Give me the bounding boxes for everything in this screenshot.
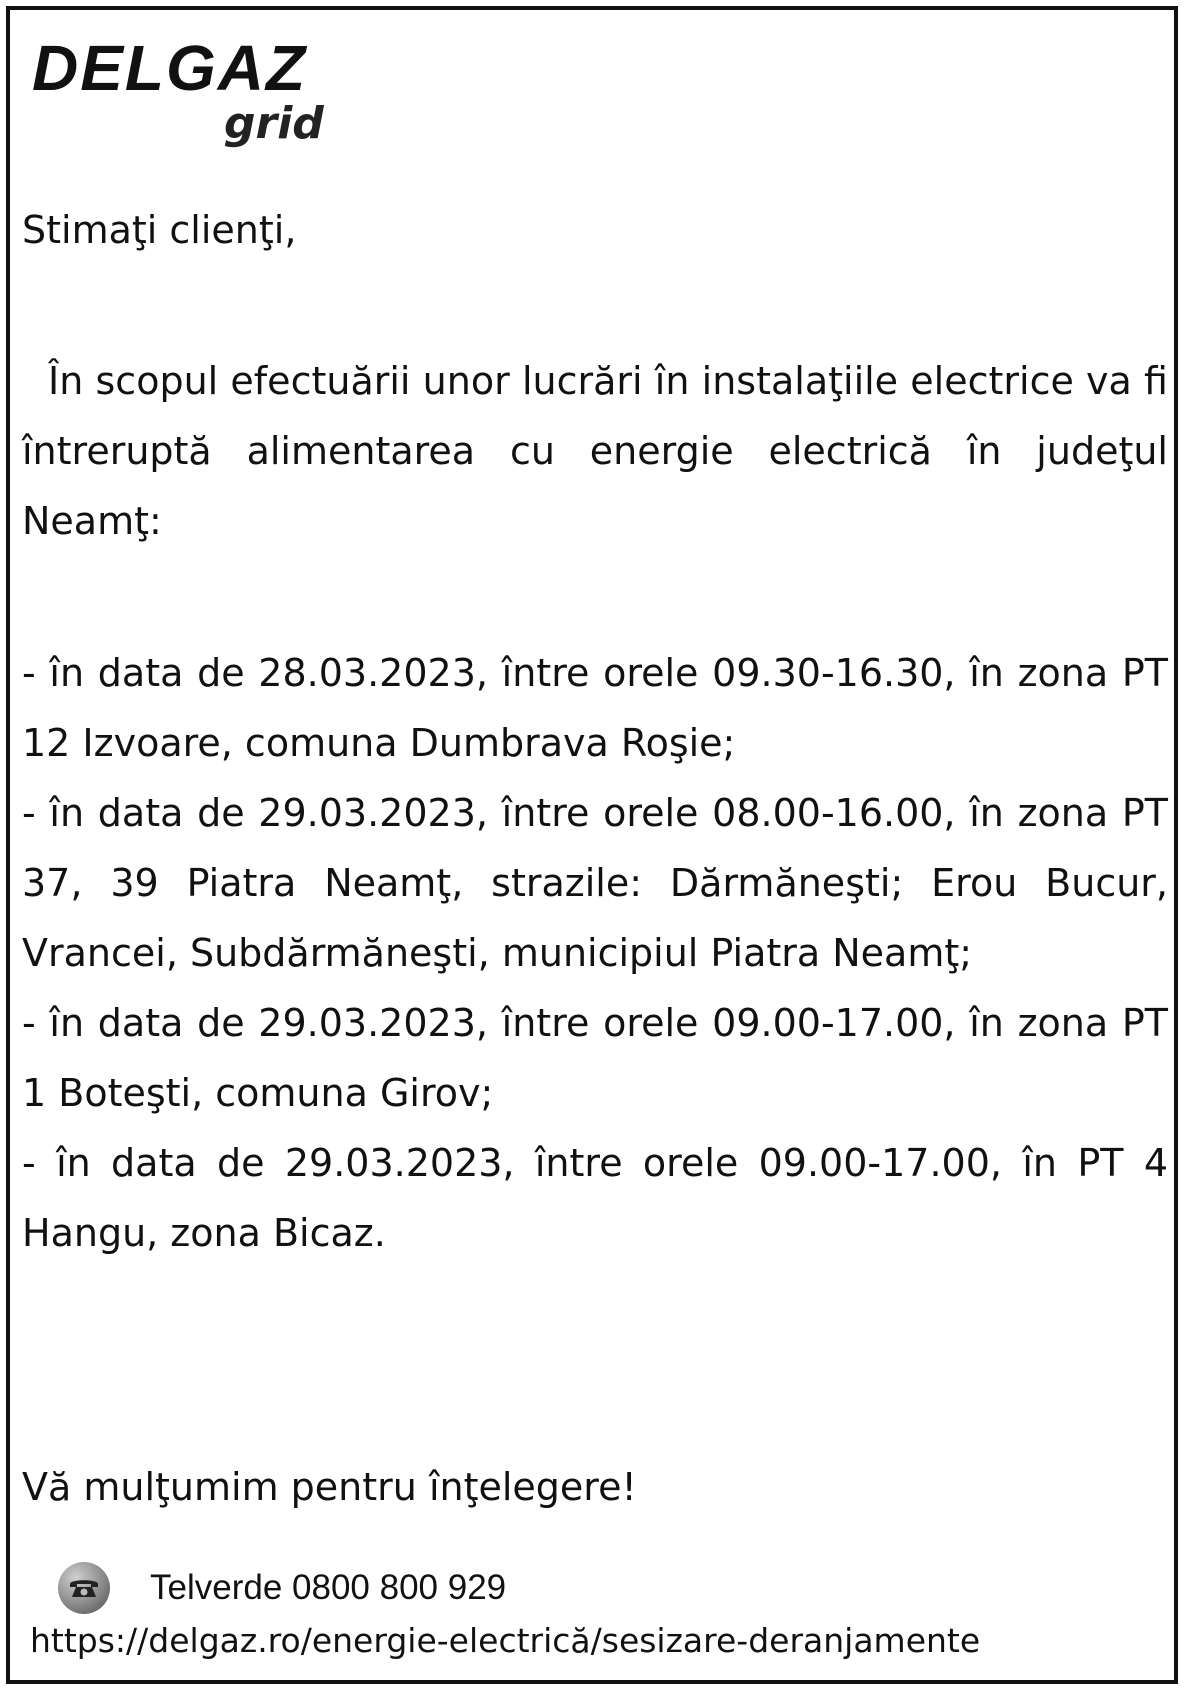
- logo-sub: grid: [224, 98, 324, 149]
- greeting: Stimaţi clienţi,: [22, 208, 297, 252]
- closing-line: Vă mulţumim pentru înţelegere!: [22, 1465, 637, 1509]
- logo-brand: DELGAZ: [32, 32, 308, 104]
- hotline-text: Telverde 0800 800 929: [150, 1568, 507, 1607]
- phone-icon: [58, 1562, 110, 1614]
- hotline-row: [58, 1558, 506, 1618]
- outage-item: - în data de 29.03.2023, între orele 08.00-16.00, în zona PT 37, 39 Piatra Neamţ, strazile: Dărmăneşti; Erou Bucur, Vrancei, Subdărmăneşti, municipiul Piatra Neamţ;: [22, 791, 1168, 975]
- delgaz-grid-logo: [32, 32, 352, 162]
- intro-paragraph: În scopul efectuării unor lucrări în instalaţiile electrice va fi întreruptă alimentarea cu energie electrică în judeţul Neamţ:: [22, 359, 1168, 543]
- outage-item: - în data de 28.03.2023, între orele 09.30-16.30, în zona PT 12 Izvoare, comuna Dumbrava Roşie;: [22, 651, 1168, 765]
- outage-schedule: [22, 638, 1168, 1268]
- outage-item: - în data de 29.03.2023, între orele 09.00-17.00, în PT 4 Hangu, zona Bicaz.: [22, 1141, 1168, 1255]
- outage-item: - în data de 29.03.2023, între orele 09.00-17.00, în zona PT 1 Boteşti, comuna Girov;: [22, 1001, 1168, 1115]
- report-url[interactable]: https://delgaz.ro/energie-electrică/sesizare-deranjamente: [30, 1621, 981, 1660]
